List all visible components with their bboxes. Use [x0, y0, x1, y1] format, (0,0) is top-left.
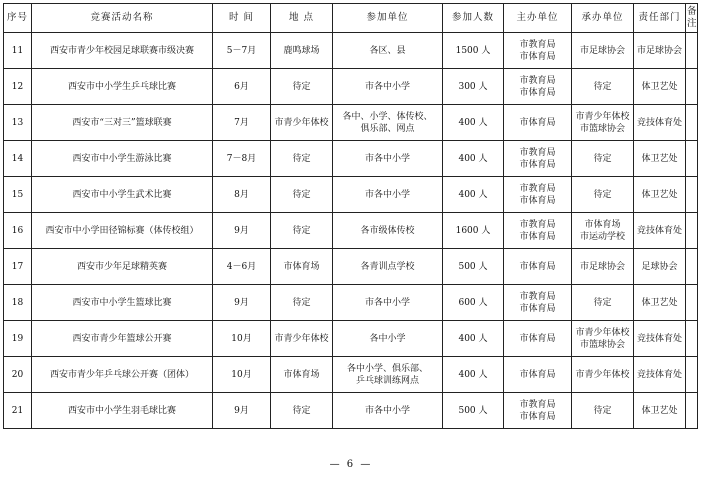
participant-count-cell: 400 人 — [443, 105, 504, 141]
row-number-cell: 16 — [4, 213, 32, 249]
table-row — [4, 213, 698, 249]
header-time: 时 间 — [213, 4, 271, 33]
event-time-cell: 4－6月 — [213, 249, 271, 285]
event-place-cell: 市青少年体校 — [271, 105, 333, 141]
organizer-unit-cell: 市足球协会 — [572, 249, 634, 285]
row-number-cell: 14 — [4, 141, 32, 177]
host-unit-cell: 市教育局 市体育局 — [504, 141, 572, 177]
note-cell — [686, 213, 698, 249]
note-cell — [686, 177, 698, 213]
row-number-cell: 12 — [4, 69, 32, 105]
event-place-cell: 待定 — [271, 177, 333, 213]
host-unit-cell: 市教育局 市体育局 — [504, 177, 572, 213]
responsible-dept-cell: 体卫艺处 — [634, 393, 686, 429]
event-place-cell: 待定 — [271, 393, 333, 429]
event-time-cell: 9月 — [213, 393, 271, 429]
host-unit-cell: 市体育局 — [504, 105, 572, 141]
host-unit-cell: 市体育局 — [504, 357, 572, 393]
responsible-dept-cell: 体卫艺处 — [634, 177, 686, 213]
participant-units-cell: 市各中小学 — [333, 69, 443, 105]
event-place-cell: 待定 — [271, 213, 333, 249]
event-time-cell: 5－7月 — [213, 33, 271, 69]
responsible-dept-cell: 竞技体育处 — [634, 321, 686, 357]
row-number-cell: 11 — [4, 33, 32, 69]
participant-count-cell: 500 人 — [443, 249, 504, 285]
header-host: 主办单位 — [504, 4, 572, 33]
responsible-dept-cell: 竞技体育处 — [634, 357, 686, 393]
header-name: 竞赛活动名称 — [32, 4, 213, 33]
row-number-cell: 21 — [4, 393, 32, 429]
event-time-cell: 10月 — [213, 321, 271, 357]
event-place-cell: 待定 — [271, 69, 333, 105]
organizer-unit-cell: 市青少年体校 市篮球协会 — [572, 321, 634, 357]
event-name-cell: 西安市中小学生篮球比赛 — [32, 285, 213, 321]
event-place-cell: 市体育场 — [271, 357, 333, 393]
event-name-cell: 西安市青少年篮球公开赛 — [32, 321, 213, 357]
table-row — [4, 69, 698, 105]
participant-units-cell: 市各中小学 — [333, 177, 443, 213]
participant-count-cell: 400 人 — [443, 357, 504, 393]
competition-schedule-table — [3, 3, 698, 429]
row-number-cell: 17 — [4, 249, 32, 285]
responsible-dept-cell: 足球协会 — [634, 249, 686, 285]
host-unit-cell: 市体育局 — [504, 321, 572, 357]
host-unit-cell: 市体育局 — [504, 249, 572, 285]
responsible-dept-cell: 竞技体育处 — [634, 213, 686, 249]
note-cell — [686, 357, 698, 393]
event-time-cell: 6月 — [213, 69, 271, 105]
note-cell — [686, 69, 698, 105]
table-row — [4, 177, 698, 213]
participant-count-cell: 600 人 — [443, 285, 504, 321]
table-row — [4, 393, 698, 429]
event-time-cell: 9月 — [213, 285, 271, 321]
event-name-cell: 西安市中小学生武术比赛 — [32, 177, 213, 213]
participant-count-cell: 500 人 — [443, 393, 504, 429]
event-name-cell: 西安市中小学生游泳比赛 — [32, 141, 213, 177]
participant-units-cell: 市各中小学 — [333, 285, 443, 321]
header-place: 地 点 — [271, 4, 333, 33]
table-row — [4, 33, 698, 69]
note-cell — [686, 33, 698, 69]
organizer-unit-cell: 待定 — [572, 177, 634, 213]
organizer-unit-cell: 市青少年体校 — [572, 357, 634, 393]
event-time-cell: 9月 — [213, 213, 271, 249]
participant-count-cell: 400 人 — [443, 177, 504, 213]
row-number-cell: 18 — [4, 285, 32, 321]
responsible-dept-cell: 体卫艺处 — [634, 141, 686, 177]
event-time-cell: 8月 — [213, 177, 271, 213]
responsible-dept-cell: 市足球协会 — [634, 33, 686, 69]
host-unit-cell: 市教育局 市体育局 — [504, 213, 572, 249]
responsible-dept-cell: 体卫艺处 — [634, 69, 686, 105]
event-name-cell: 西安市“三对三”篮球联赛 — [32, 105, 213, 141]
header-no: 序号 — [4, 4, 32, 33]
table-row — [4, 357, 698, 393]
organizer-unit-cell: 待定 — [572, 141, 634, 177]
responsible-dept-cell: 体卫艺处 — [634, 285, 686, 321]
event-name-cell: 西安市中小学田径锦标赛（体传校组） — [32, 213, 213, 249]
table-row — [4, 321, 698, 357]
event-place-cell: 市青少年体校 — [271, 321, 333, 357]
host-unit-cell: 市教育局 市体育局 — [504, 69, 572, 105]
organizer-unit-cell: 市足球协会 — [572, 33, 634, 69]
header-organizer: 承办单位 — [572, 4, 634, 33]
participant-count-cell: 1500 人 — [443, 33, 504, 69]
row-number-cell: 13 — [4, 105, 32, 141]
participant-units-cell: 各中小学、俱乐部、 乒乓球训练网点 — [333, 357, 443, 393]
participant-units-cell: 市各中小学 — [333, 393, 443, 429]
participant-units-cell: 各青训点学校 — [333, 249, 443, 285]
note-cell — [686, 393, 698, 429]
event-time-cell: 7－8月 — [213, 141, 271, 177]
header-note: 备注 — [686, 4, 698, 33]
participant-units-cell: 市各中小学 — [333, 141, 443, 177]
table-row — [4, 285, 698, 321]
event-place-cell: 鹿鸣球场 — [271, 33, 333, 69]
participant-units-cell: 各中小学 — [333, 321, 443, 357]
event-name-cell: 西安市青少年乒乓球公开赛（团体） — [32, 357, 213, 393]
participant-count-cell: 300 人 — [443, 69, 504, 105]
participant-units-cell: 各区、县 — [333, 33, 443, 69]
event-place-cell: 市体育场 — [271, 249, 333, 285]
event-name-cell: 西安市中小学生羽毛球比赛 — [32, 393, 213, 429]
header-count: 参加人数 — [443, 4, 504, 33]
event-name-cell: 西安市少年足球精英赛 — [32, 249, 213, 285]
event-name-cell: 西安市青少年校园足球联赛市级决赛 — [32, 33, 213, 69]
organizer-unit-cell: 市青少年体校 市篮球协会 — [572, 105, 634, 141]
row-number-cell: 15 — [4, 177, 32, 213]
participant-units-cell: 各中、小学、体传校、 俱乐部、网点 — [333, 105, 443, 141]
event-place-cell: 待定 — [271, 285, 333, 321]
note-cell — [686, 141, 698, 177]
participant-count-cell: 400 人 — [443, 141, 504, 177]
event-place-cell: 待定 — [271, 141, 333, 177]
table-row — [4, 105, 698, 141]
table-row — [4, 141, 698, 177]
organizer-unit-cell: 待定 — [572, 285, 634, 321]
host-unit-cell: 市教育局 市体育局 — [504, 393, 572, 429]
note-cell — [686, 321, 698, 357]
note-cell — [686, 105, 698, 141]
event-time-cell: 7月 — [213, 105, 271, 141]
organizer-unit-cell: 待定 — [572, 393, 634, 429]
page-number: — 6 — — [329, 459, 373, 470]
event-name-cell: 西安市中小学生乒乓球比赛 — [32, 69, 213, 105]
event-time-cell: 10月 — [213, 357, 271, 393]
responsible-dept-cell: 竞技体育处 — [634, 105, 686, 141]
table-header-row — [4, 4, 698, 33]
participant-units-cell: 各市级体传校 — [333, 213, 443, 249]
table-row — [4, 249, 698, 285]
header-dept: 责任部门 — [634, 4, 686, 33]
note-cell — [686, 285, 698, 321]
host-unit-cell: 市教育局 市体育局 — [504, 285, 572, 321]
row-number-cell: 20 — [4, 357, 32, 393]
organizer-unit-cell: 待定 — [572, 69, 634, 105]
participant-count-cell: 1600 人 — [443, 213, 504, 249]
participant-count-cell: 400 人 — [443, 321, 504, 357]
host-unit-cell: 市教育局 市体育局 — [504, 33, 572, 69]
row-number-cell: 19 — [4, 321, 32, 357]
organizer-unit-cell: 市体育场 市运动学校 — [572, 213, 634, 249]
header-participants: 参加单位 — [333, 4, 443, 33]
note-cell — [686, 249, 698, 285]
